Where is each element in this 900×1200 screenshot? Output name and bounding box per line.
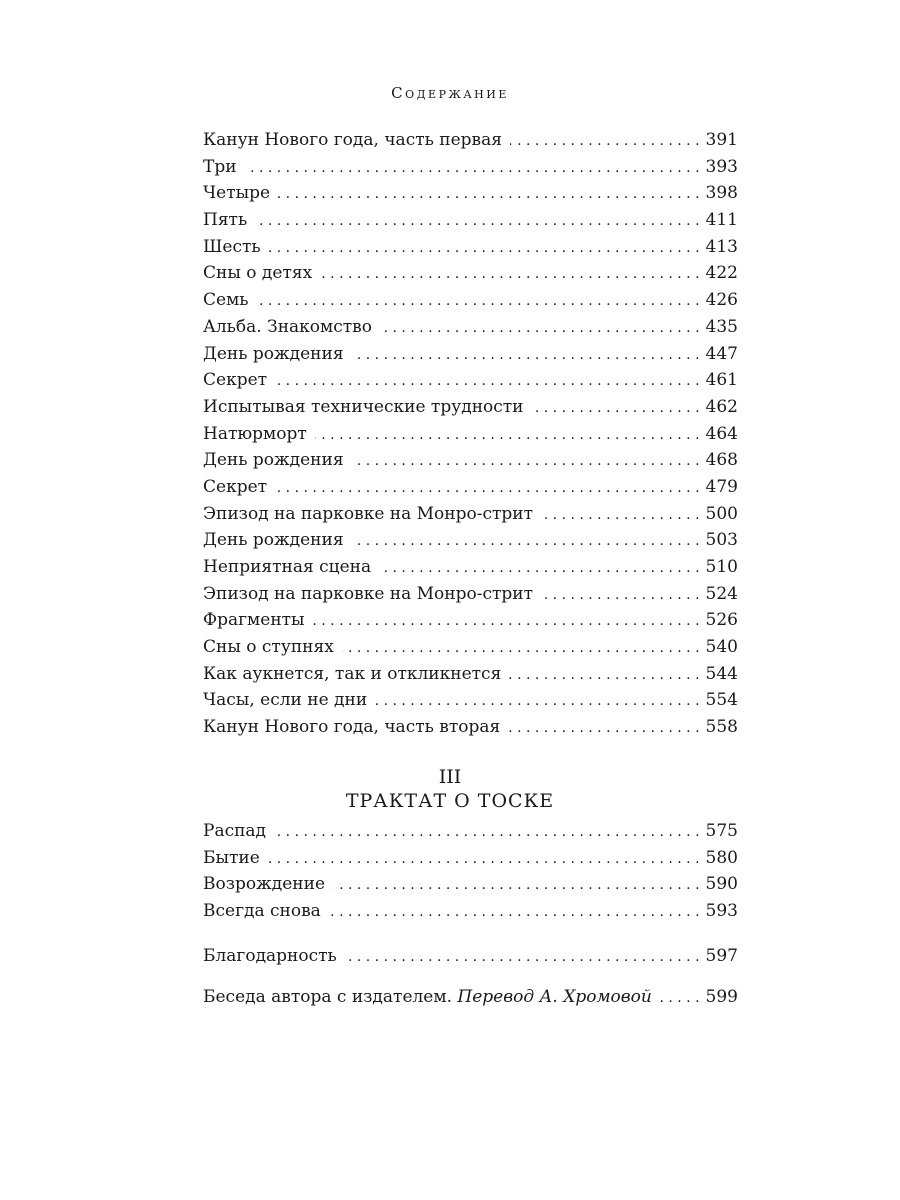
toc-entry-title: Неприятная сцена (203, 557, 372, 577)
toc-entry-page: 411 (705, 210, 738, 231)
toc-entry (203, 984, 738, 1011)
toc-entry (203, 207, 738, 234)
dot-leader (268, 846, 700, 873)
dot-leader (315, 422, 700, 449)
toc-entry-page: 580 (705, 847, 738, 868)
toc-entry-page: 393 (705, 156, 738, 177)
dot-leader (275, 475, 700, 502)
toc-entry-title (203, 984, 660, 1011)
toc-entry-title: День рождения (203, 530, 344, 551)
dot-leader (541, 502, 700, 529)
toc-entry-title: Канун Нового года, часть первая (203, 130, 502, 150)
toc-entry (203, 234, 738, 261)
toc-entry (203, 154, 738, 181)
toc-entry-page: 524 (705, 583, 738, 604)
toc-entry-title: Эпизод на парковке на Монро-стрит (203, 583, 534, 604)
toc-acknowledgements (203, 943, 738, 970)
toc-entry (203, 260, 738, 287)
toc-entry-page: 398 (705, 183, 738, 204)
toc-entry-title: День рождения (203, 450, 344, 471)
toc-entry-title: Натюрморт (203, 423, 307, 444)
toc-entry (203, 421, 738, 448)
toc-entry-page: 413 (705, 236, 738, 257)
toc-part-three (203, 818, 738, 925)
toc-entry-page: 593 (705, 901, 738, 922)
dot-leader (278, 181, 699, 208)
toc-entry-title: Шесть (203, 236, 261, 257)
toc-entry-page: 575 (705, 821, 738, 841)
toc-entry-page: 558 (705, 717, 738, 738)
dot-leader (352, 448, 700, 475)
toc-entry-title: Канун Нового года, часть вторая (203, 717, 501, 738)
toc-entry-title: Альба. Знакомство (203, 316, 372, 337)
dot-leader (352, 528, 700, 555)
toc-entry-page: 479 (705, 476, 738, 497)
toc-entry-title: Фрагменты (203, 610, 305, 631)
toc-entry (203, 180, 738, 207)
toc-section-one (203, 127, 738, 741)
toc-entry-title: День рождения (203, 343, 344, 364)
toc-entry-page: 599 (705, 987, 738, 1007)
dot-leader (333, 872, 700, 899)
toc-entry-page: 500 (705, 503, 738, 524)
part-number: III (438, 766, 462, 788)
toc-entry-title: Как аукнется, так и откликнется (203, 663, 502, 684)
toc-entry-page: 461 (705, 370, 738, 391)
toc-entry-page: 597 (705, 946, 738, 966)
dot-leader (660, 985, 700, 1012)
toc-entry (203, 127, 738, 154)
toc-entry (203, 474, 738, 501)
translator-credit: Перевод А. Хромовой (457, 987, 652, 1007)
toc-entry (203, 394, 738, 421)
toc-entry (203, 287, 738, 314)
dot-leader (541, 582, 700, 609)
toc-entry-title: Распад (203, 821, 267, 841)
toc-entry (203, 661, 738, 688)
toc-entry-page: 590 (705, 874, 738, 895)
dot-leader (329, 899, 700, 926)
toc-entry (203, 898, 738, 925)
toc-entry-page: 554 (705, 690, 738, 711)
toc-entry (203, 871, 738, 898)
dot-leader (532, 395, 700, 422)
toc-entry (203, 581, 738, 608)
dot-leader (274, 819, 700, 846)
toc-entry-title: Испытывая технические трудности (203, 396, 524, 417)
toc-entry-title: Благодарность (203, 946, 337, 966)
toc-entry-page: 540 (705, 637, 738, 658)
toc-entry (203, 687, 738, 714)
dot-leader (275, 368, 700, 395)
toc-entry-title: Часы, если не дни (203, 690, 368, 711)
toc-entry (203, 527, 738, 554)
toc-entry-title: Секрет (203, 476, 268, 497)
toc-entry (203, 607, 738, 634)
dot-leader (375, 688, 699, 715)
toc-entry-page: 544 (705, 663, 738, 684)
toc-entry-page: 435 (705, 316, 738, 337)
dot-leader (345, 944, 700, 971)
toc-entry-title: Семь (203, 290, 249, 311)
toc-entry-title: Возрождение (203, 874, 326, 895)
dot-leader (320, 261, 699, 288)
dot-leader (269, 235, 700, 262)
toc-entry-page: 422 (705, 263, 738, 284)
toc-entry-page: 462 (705, 396, 738, 417)
toc-entry (203, 554, 738, 581)
dot-leader (510, 128, 700, 155)
toc-entry (203, 341, 738, 368)
toc-entry (203, 314, 738, 341)
toc-entry (203, 818, 738, 845)
toc-entry (203, 367, 738, 394)
toc-entry-page: 426 (705, 290, 738, 311)
dot-leader (257, 288, 700, 315)
dot-leader (313, 608, 700, 635)
dot-leader (509, 662, 699, 689)
toc-entry-title: Секрет (203, 370, 268, 391)
toc-entry (203, 447, 738, 474)
toc-entry (203, 845, 738, 872)
dot-leader (508, 715, 699, 742)
toc-entry-page: 526 (705, 610, 738, 631)
toc-entry-title: Три (203, 156, 237, 177)
part-title: ТРАКТАТ О ТОСКЕ (345, 790, 555, 812)
toc-entry-title: Четыре (203, 183, 271, 204)
dot-leader (245, 155, 700, 182)
toc-entry-page: 510 (705, 557, 738, 577)
interview-title: Беседа автора с издателем. (203, 987, 452, 1007)
dot-leader (379, 555, 699, 582)
toc-entry-page: 447 (705, 343, 738, 364)
toc-entry-title: Сны о детях (203, 263, 313, 284)
toc-entry (203, 634, 738, 661)
toc-entry-page: 464 (705, 423, 738, 444)
toc-entry-title: Сны о ступнях (203, 637, 334, 658)
page-title: Содержание (391, 84, 509, 102)
dot-leader (352, 342, 700, 369)
toc-entry-title: Бытие (203, 847, 260, 868)
dot-leader (380, 315, 700, 342)
toc-entry-page: 468 (705, 450, 738, 471)
toc-entry-title: Эпизод на парковке на Монро-стрит (203, 503, 534, 524)
dot-leader (342, 635, 700, 662)
toc-entry (203, 714, 738, 741)
toc-entry-title: Пять (203, 210, 248, 231)
toc-entry-page: 503 (705, 530, 738, 551)
toc-entry-page: 391 (705, 130, 738, 150)
toc-entry (203, 943, 738, 970)
toc-entry (203, 501, 738, 528)
toc-entry-title: Всегда снова (203, 901, 321, 922)
dot-leader (255, 208, 699, 235)
toc-interview (203, 984, 738, 1011)
